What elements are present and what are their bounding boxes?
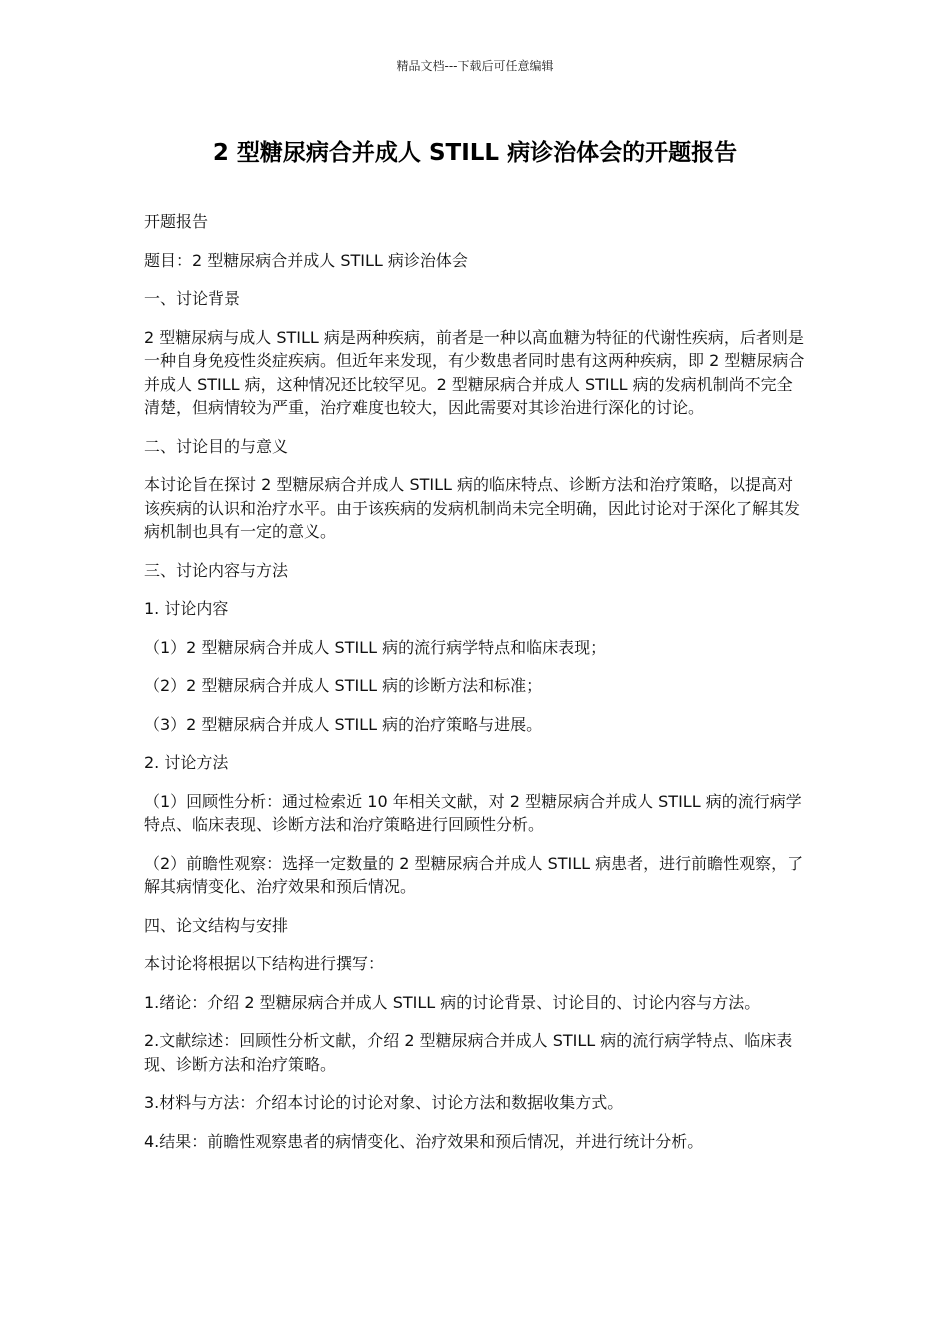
- heading-structure: 四、论文结构与安排: [144, 915, 289, 935]
- structure-item-introduction: 1.绪论：介绍 2 型糖尿病合并成人 STILL 病的讨论背景、讨论目的、讨论内容与方法。: [144, 992, 761, 1012]
- structure-item-review: 2.文献综述：回顾性分析文献，介绍 2 型糖尿病合并成人 STILL 病的流行病学特点、临床表现、诊断方法和治疗策略。: [144, 1031, 793, 1074]
- topic-line: 题目：2 型糖尿病合并成人 STILL 病诊治体会: [144, 250, 468, 270]
- subheading-content: 1. 讨论内容: [144, 599, 229, 618]
- document-body: [144, 210, 808, 1168]
- list-item-method-2: （2）前瞻性观察：选择一定数量的 2 型糖尿病合并成人 STILL 病患者，进行前瞻性观察，了解其病情变化、治疗效果和预后情况。: [144, 853, 804, 896]
- subheading-methods: 2. 讨论方法: [144, 753, 229, 772]
- paragraph-background: 2 型糖尿病与成人 STILL 病是两种疾病，前者是一种以高血糖为特征的代谢性疾病，后者则是一种自身免疫性炎症疾病。但近年来发现，有少数患者同时患有这两种疾病，即 2 型糖尿病合并成人 STILL 病，这种情况还比较罕见。2 型糖尿病合并成人 STILL 病的发病机制尚不完全清楚，但病情较为严重，治疗难度也较大，因此需要对其诊治进行深化的讨论。: [144, 327, 805, 417]
- document-title: 2 型糖尿病合并成人 STILL 病诊治体会的开题报告: [212, 140, 738, 166]
- list-item-content-3: （3）2 型糖尿病合并成人 STILL 病的治疗策略与进展。: [144, 714, 543, 734]
- list-item-method-1: （1）回顾性分析：通过检索近 10 年相关文献，对 2 型糖尿病合并成人 STILL 病的流行病学特点、临床表现、诊断方法和治疗策略进行回顾性分析。: [144, 791, 802, 834]
- heading-content-methods: 三、讨论内容与方法: [144, 560, 289, 580]
- list-item-content-2: （2）2 型糖尿病合并成人 STILL 病的诊断方法和标准；: [144, 676, 543, 695]
- paragraph-structure-intro: 本讨论将根据以下结构进行撰写：: [144, 954, 385, 973]
- heading-background: 一、讨论背景: [144, 289, 241, 308]
- structure-item-materials: 3.材料与方法：介绍本讨论的讨论对象、讨论方法和数据收集方式。: [144, 1093, 624, 1112]
- section-label-report: 开题报告: [144, 212, 209, 231]
- paragraph-purpose: 本讨论旨在探讨 2 型糖尿病合并成人 STILL 病的临床特点、诊断方法和治疗策略，以提高对该疾病的认识和治疗水平。由于该疾病的发病机制尚未完全明确，因此讨论对于深化了解其发病机制也具有一定的意义。: [144, 475, 801, 541]
- page-header: 精品文档---下载后可任意编辑: [396, 59, 554, 73]
- list-item-content-1: （1）2 型糖尿病合并成人 STILL 病的流行病学特点和临床表现；: [144, 637, 607, 657]
- heading-purpose: 二、讨论目的与意义: [144, 436, 289, 456]
- structure-item-results: 4.结果：前瞻性观察患者的病情变化、治疗效果和预后情况，并进行统计分析。: [144, 1131, 704, 1151]
